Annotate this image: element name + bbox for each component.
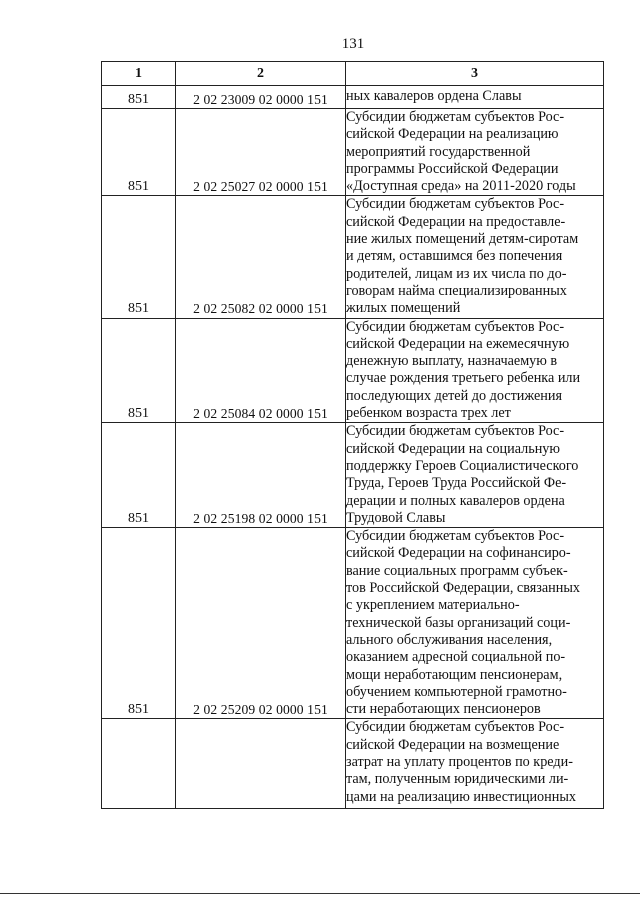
column-header-2: 2 bbox=[176, 62, 346, 86]
budget-code-cell: 2 02 25027 02 0000 151 bbox=[176, 109, 346, 196]
page-bottom-rule bbox=[0, 893, 640, 894]
description-cell: Субсидии бюджетам субъектов Рос- сийской Федерации на возмещение затрат на уплату процентов по креди- там, полученным юридическими ли- цами на реализацию инвестиционных bbox=[346, 719, 604, 808]
admin-code-cell bbox=[102, 719, 176, 808]
table-row bbox=[102, 423, 604, 528]
table-header-row bbox=[102, 62, 604, 86]
admin-code-cell: 851 bbox=[102, 318, 176, 423]
admin-code-cell: 851 bbox=[102, 423, 176, 528]
description-cell: Субсидии бюджетам субъектов Рос- сийской Федерации на ежемесячную денежную выплату, назначаемую в случае рождения третьего ребенка или последующих детей до достижения ребенком возраста трех лет bbox=[346, 318, 604, 423]
column-header-1: 1 bbox=[102, 62, 176, 86]
budget-code-cell: 2 02 25209 02 0000 151 bbox=[176, 528, 346, 719]
admin-code-cell: 851 bbox=[102, 196, 176, 318]
description-cell: Субсидии бюджетам субъектов Рос- сийской Федерации на социальную поддержку Героев Социалистического Труда, Героев Труда Российской Фе- дерации и полных кавалеров ордена Трудовой Славы bbox=[346, 423, 604, 528]
table-row bbox=[102, 196, 604, 318]
budget-code-cell: 2 02 23009 02 0000 151 bbox=[176, 86, 346, 109]
page-number: 131 bbox=[341, 36, 365, 52]
description-cell: Субсидии бюджетам субъектов Рос- сийской Федерации на предоставле- ние жилых помещений детям-сиротам и детям, оставшимся без попечения родителей, лицам из их числа по до- говорам найма специализированных жилых помещений bbox=[346, 196, 604, 318]
description-cell: Субсидии бюджетам субъектов Рос- сийской Федерации на софинансиро- вание социальных программ субъек- тов Российской Федерации, связанных с укреплением материально- технической базы организаций соци- ального обслуживания населения, оказанием адресной социальной по- мощи неработающим пенсионерам, обучением компьютерной грамотно- сти неработающих пенсионеров bbox=[346, 528, 604, 719]
table-row bbox=[102, 528, 604, 719]
table-row bbox=[102, 318, 604, 423]
budget-codes-table bbox=[101, 61, 604, 809]
admin-code-cell: 851 bbox=[102, 86, 176, 109]
table-row bbox=[102, 109, 604, 196]
budget-code-cell: 2 02 25084 02 0000 151 bbox=[176, 318, 346, 423]
table-row bbox=[102, 86, 604, 109]
table-row bbox=[102, 719, 604, 808]
budget-code-cell: 2 02 25082 02 0000 151 bbox=[176, 196, 346, 318]
budget-code-cell: 2 02 25198 02 0000 151 bbox=[176, 423, 346, 528]
budget-code-cell bbox=[176, 719, 346, 808]
description-cell: Субсидии бюджетам субъектов Рос- сийской Федерации на реализацию мероприятий государственной программы Российской Федерации «Доступная среда» на 2011-2020 годы bbox=[346, 109, 604, 196]
description-cell: ных кавалеров ордена Славы bbox=[346, 86, 604, 109]
column-header-3: 3 bbox=[346, 62, 604, 86]
admin-code-cell: 851 bbox=[102, 528, 176, 719]
admin-code-cell: 851 bbox=[102, 109, 176, 196]
